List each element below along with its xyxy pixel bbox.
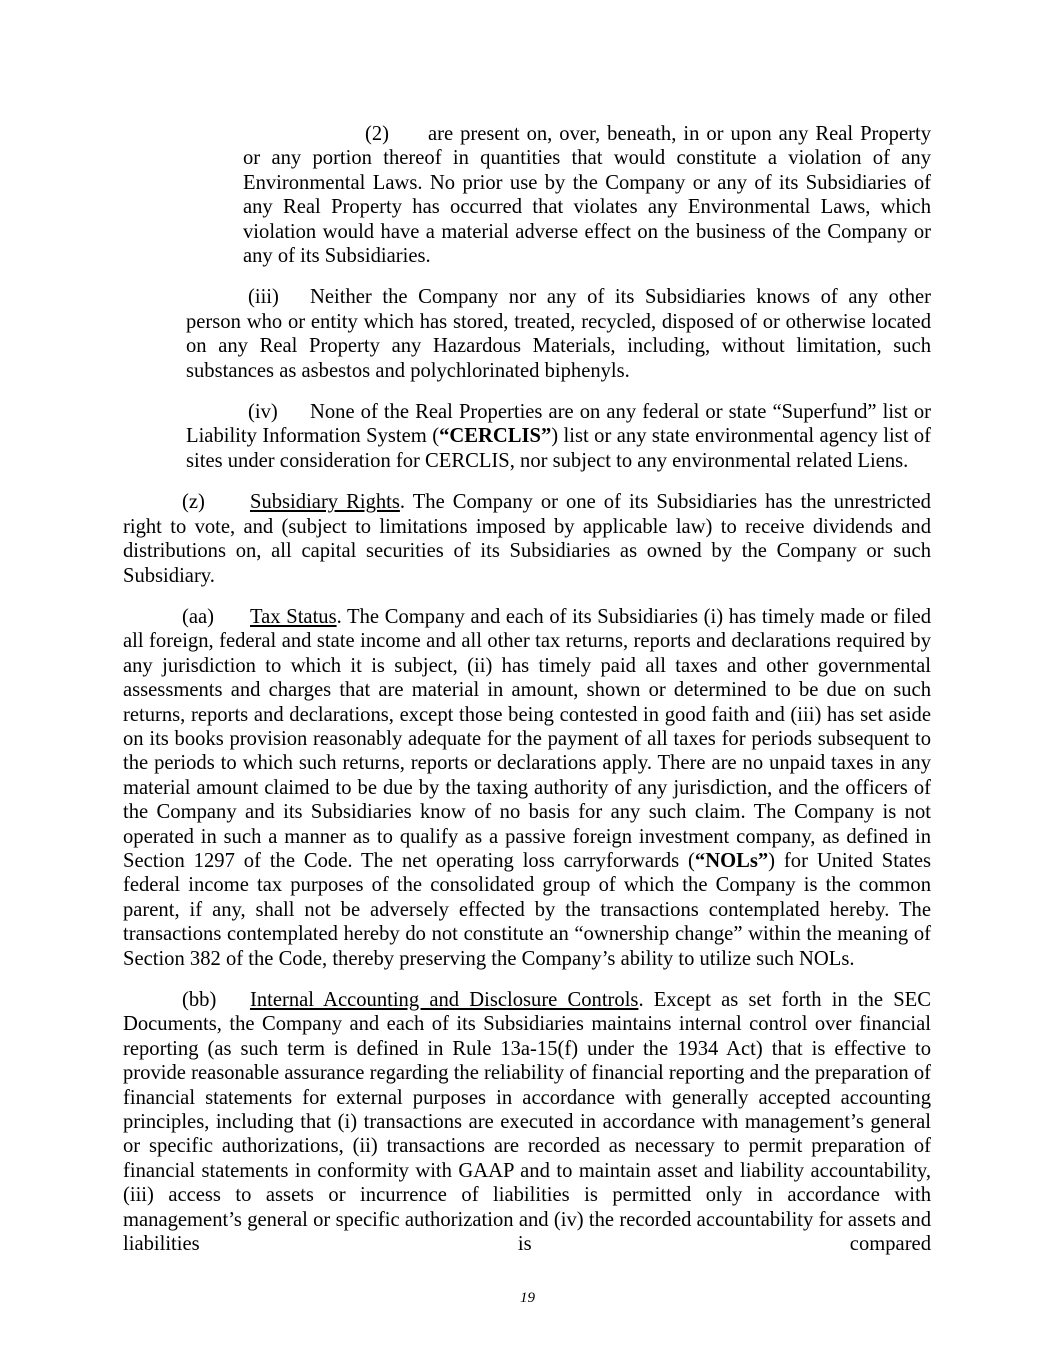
paragraph-text [123, 606, 931, 970]
text-segment-plain: . The Company and each of its Subsidiaries (i) has timely made or filed all foreign, federal and state income and all other tax returns, reports and declarations required by any jurisdiction to which it is subject, (ii) has timely paid all taxes and other governmental assessments and charges that are material in amount, shown or determined to be due on such returns, reports and declarations, except those being contested in good faith and (iii) has set aside on its books provision reasonably adequate for the payment of all taxes for periods subsequent to the periods to which such returns, reports or declarations apply. There are no unpaid taxes in any material amount claimed to be due by the taxing authority of any jurisdiction, and the officers of the Company and its Subsidiaries know of no basis for any such claim. The Company is not operated in such a manner as to qualify as a passive foreign investment company, as defined in Section 1297 of the Code. The net operating loss carryforwards ( [123, 605, 932, 872]
paragraph-iii [186, 285, 931, 383]
paragraph-label: (iii) [248, 286, 279, 309]
paragraph-bb-internal-accounting [123, 988, 931, 1256]
paragraph-label: (z) [182, 491, 205, 514]
paragraph-aa-tax-status [123, 605, 931, 971]
paragraph-text [123, 989, 931, 1255]
text-segment-underline: Tax Status [250, 605, 337, 628]
text-segment-plain: ) for United States federal income tax purposes of the consolidated group of which the Company is the common parent, if any, shall not be adversely effected by the transactions contemplated hereby. The transactions contemplated hereby do not constitute an “ownership change” within the meaning of Section 382 of the Code, thereby preserving the Company’s ability to utilize such NOLs. [123, 849, 932, 970]
paragraph-label: (iv) [248, 401, 278, 424]
paragraph-text [243, 123, 931, 267]
text-segment-bold: “NOLs” [694, 849, 769, 872]
text-segment-plain: Neither the Company nor any of its Subsidiaries knows of any other person who or entity which has stored, treated, recycled, disposed of or otherwise located on any Real Property any Hazardous Materials, including, without limitation, such substances as asbestos and polychlorinated biphenyls. [186, 286, 931, 382]
paragraph-label: (aa) [182, 605, 214, 628]
paragraph-z-subsidiary-rights [123, 490, 931, 588]
text-segment-underline: Internal Accounting and Disclosure Controls [250, 989, 639, 1011]
text-segment-bold: “CERCLIS” [439, 425, 552, 448]
paragraph-label: (bb) [182, 989, 217, 1011]
text-segment-underline: Subsidiary Rights [250, 491, 400, 514]
paragraph-iv [186, 400, 931, 473]
text-segment-plain: None of the Real Properties are on any federal or state “Superfund” list or Liability Information System ( [186, 401, 931, 448]
text-segment-plain: are present on, over, beneath, in or upon any Real Property or any portion thereof in quantities that would constitute a violation of any Environmental Laws. No prior use by the Company or any of its Subsidiaries of any Real Property has occurred that violates any Environmental Laws, which violation would have a material adverse effect on the business of the Company or any of its Subsidiaries. [243, 123, 931, 268]
paragraph-label: (2) [365, 123, 390, 145]
document-body [123, 122, 931, 1256]
paragraph-env-2 [243, 122, 931, 268]
text-segment-plain: . The Company or one of its Subsidiaries has the unrestricted right to vote, and (subject to limitations imposed by applicable law) to receive dividends and distributions on, all capital securities of its Subsidiaries as owned by the Company or such Subsidiary. [123, 491, 931, 587]
page-number: 19 [520, 1290, 535, 1306]
text-segment-plain: ) list or any state environmental agency list of sites under consideration for CERCLIS, nor subject to any environmental related Liens. [186, 425, 932, 472]
text-segment-plain: . Except as set forth in the SEC Documents, the Company and each of its Subsidiaries maintains internal control over financial reporting (as such term is defined in Rule 13a-15(f) under the 1934 Act) that is effective to provide reasonable assurance regarding the reliability of financial reporting and the preparation of financial statements for external purposes in accordance with generally accepted accounting principles, including that (i) transactions are executed in accordance with management’s general or specific authorizations, (ii) transactions are recorded as necessary to permit preparation of financial statements in conformity with GAAP and to maintain asset and liability accountability, (iii) access to assets or incurrence of liabilities is permitted only in accordance with management’s general or specific authorization and (iv) the recorded accountability for assets and liabilities is compared [123, 989, 931, 1256]
